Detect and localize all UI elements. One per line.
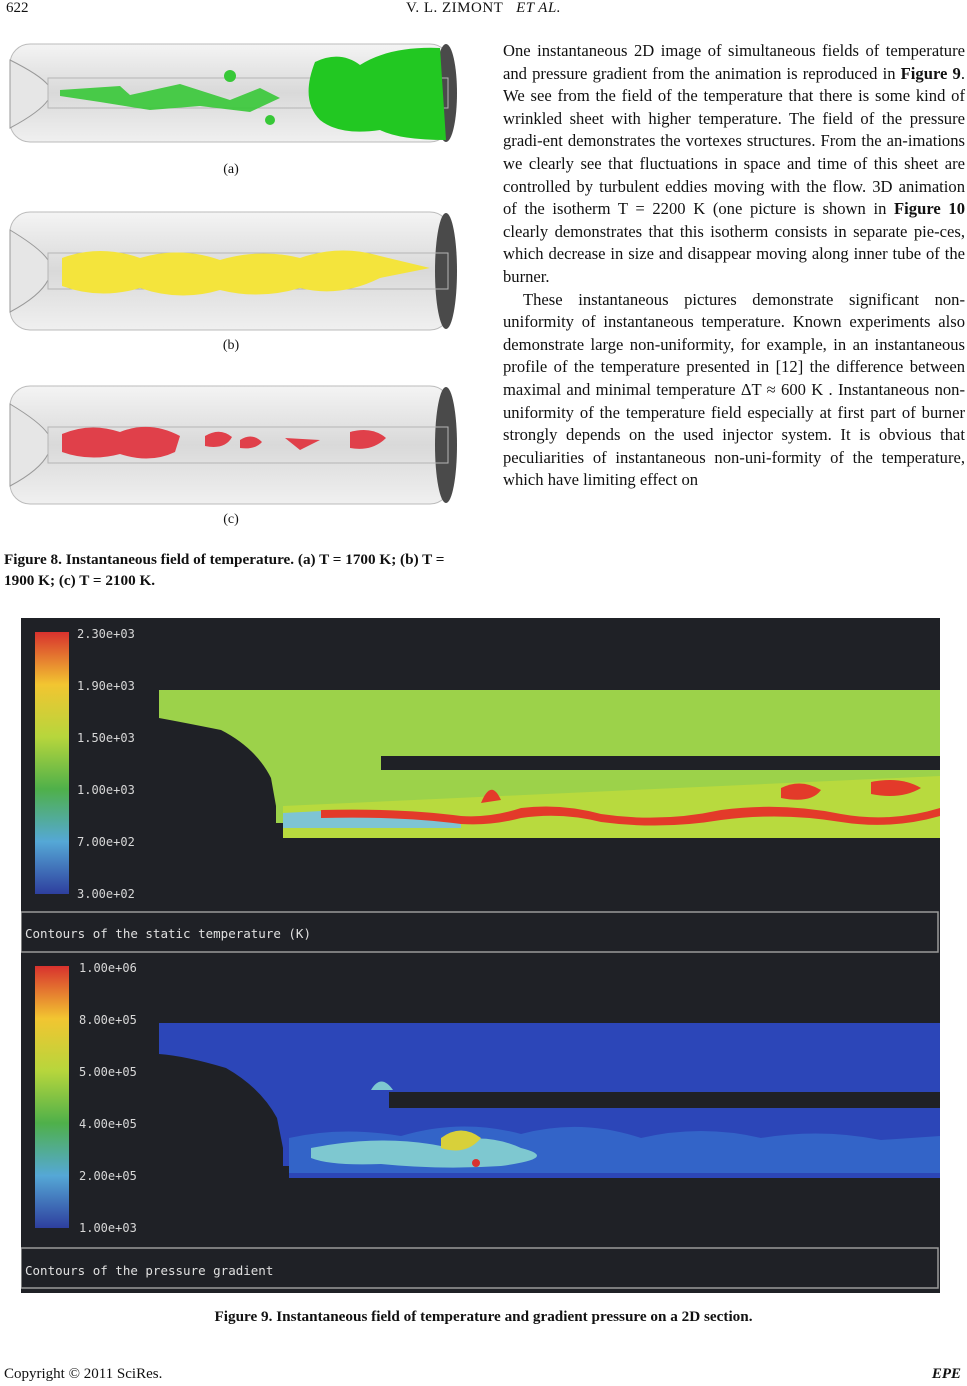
- figure-8b-label: (b): [222, 338, 240, 353]
- temperature-colorbar: [35, 632, 69, 894]
- figure-8a-isosurface: [10, 44, 457, 142]
- paragraph-2: These instantaneous pictures demonstrate significant non-uniformity of instantaneous temperature. Known experiments also demonstrate large non-uniformity, for example, in an instantaneous profile of the temperature presented in [12] the difference between maximal and minimal temperature ΔT ≈ 600 K . Instantaneous non-uniformity of the temperature field especially at first part of burner strongly depends on the used injector system. It is obvious that peculiarities of instantaneous non-uni-formity of the temperature, which have limiting effect on: [503, 289, 965, 490]
- pressure-tick: 4.00e+05: [79, 1117, 137, 1131]
- journal-abbreviation: EPE: [931, 1366, 961, 1382]
- pressure-tick: 1.00e+03: [79, 1221, 137, 1235]
- figure-9-reference: Figure 9: [900, 63, 961, 83]
- paragraph-1: [503, 40, 965, 289]
- figure-10-reference: Figure 10: [894, 199, 966, 219]
- running-header: [0, 0, 967, 17]
- page-number: 622: [6, 0, 29, 16]
- header-et-al: ET AL.: [516, 0, 562, 16]
- temperature-tick: 1.50e+03: [77, 731, 135, 745]
- pressure-tick: 2.00e+05: [79, 1169, 137, 1183]
- figure-8c-label: (c): [223, 512, 239, 527]
- pressure-tick: 1.00e+06: [79, 961, 137, 975]
- figure-9-caption: Figure 9. Instantaneous field of temperature and gradient pressure on a 2D section.: [214, 1308, 753, 1325]
- figure-8b-isosurface: [10, 212, 457, 330]
- figure-9-illustration: [21, 618, 940, 1293]
- pressure-tick: 5.00e+05: [79, 1065, 137, 1079]
- temperature-tick: 1.00e+03: [77, 783, 135, 797]
- temperature-tick: 3.00e+02: [77, 887, 135, 901]
- copyright-notice: Copyright © 2011 SciRes.: [4, 1366, 163, 1382]
- body-text: [503, 40, 965, 492]
- figure-8c-isosurface: [10, 386, 457, 504]
- pressure-contour-title: Contours of the pressure gradient: [25, 1263, 274, 1278]
- pressure-tick: 8.00e+05: [79, 1013, 137, 1027]
- temperature-contour-title: Contours of the static temperature (K): [25, 926, 311, 941]
- figure-8-illustration: [0, 30, 470, 510]
- temperature-tick: 2.30e+03: [77, 627, 135, 641]
- figure-8-caption: Figure 8. Instantaneous field of temperature. (a) T = 1700 K; (b) T = 1900 K; (c) T = 2100 K.: [4, 551, 445, 589]
- paragraph-1-part-b: . We see from the field of the temperature that there is some kind of wrinkled sheet with higher temperature. The field of the pressure gradi-ent demonstrates the vortexes structures. From the an-imations we clearly see that fluctuations in space and time of this sheet are controlled by turbulent eddies moving with the flow. 3D animation of the isotherm T = 2200 K (one picture is shown in: [503, 63, 965, 219]
- temperature-tick: 7.00e+02: [77, 835, 135, 849]
- paragraph-1-part-c: clearly demonstrates that this isotherm consists in separate pie-ces, which decrease in size and disappear moving along inner tube of the burner.: [503, 221, 965, 286]
- header-authors: V. L. ZIMONT: [405, 0, 504, 16]
- temperature-tick: 1.90e+03: [77, 679, 135, 693]
- pressure-colorbar: [35, 966, 69, 1228]
- paragraph-1-part-a: One instantaneous 2D image of simultaneous fields of temperature and pressure gradient from the animation is reproduced in: [503, 41, 965, 83]
- figure-8a-label: (a): [223, 162, 239, 177]
